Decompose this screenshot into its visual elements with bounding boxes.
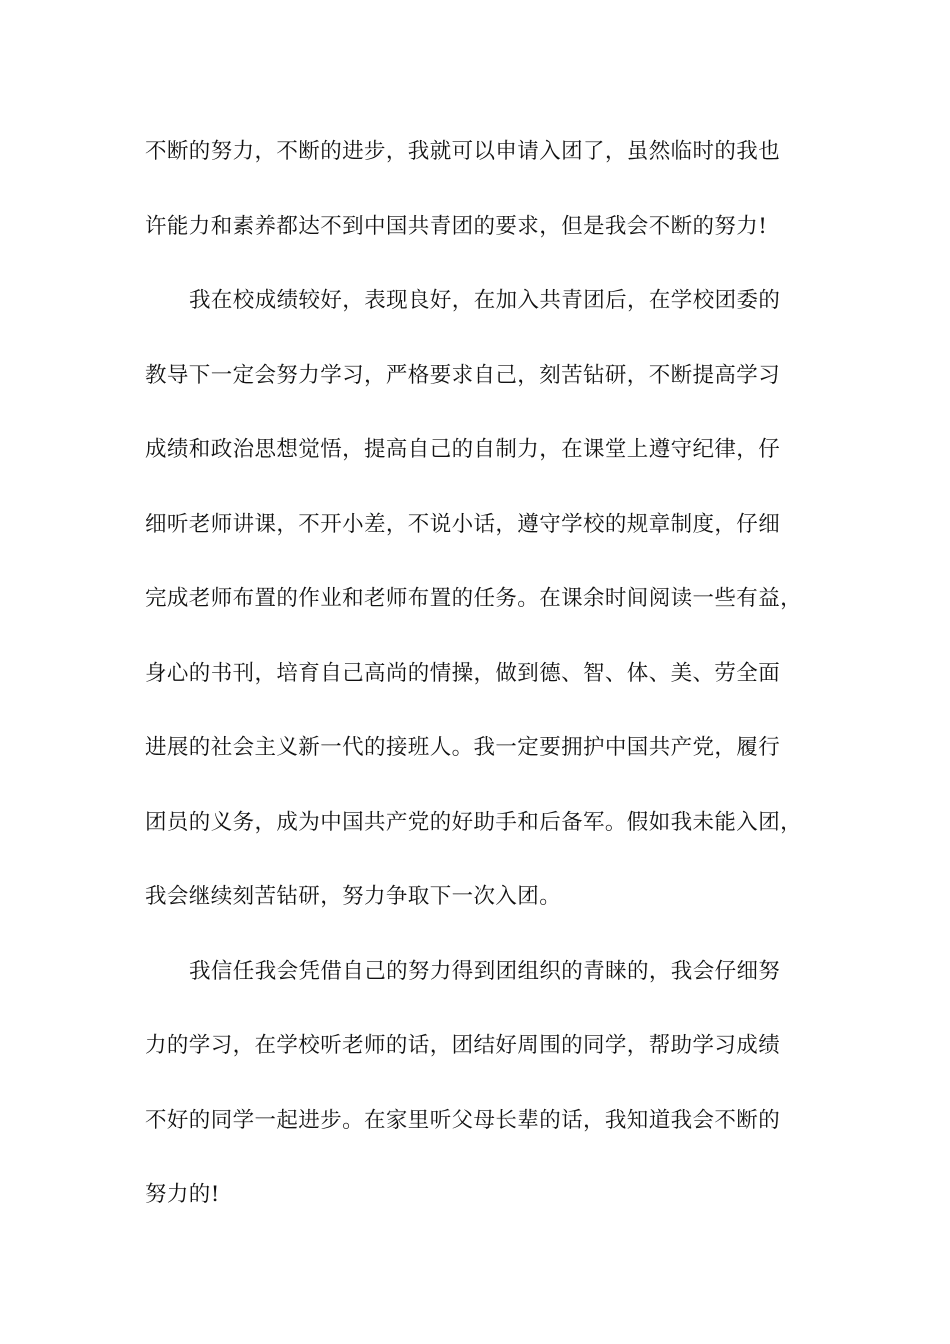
text-line: 成绩和政治思想觉悟，提高自己的自制力，在课堂上遵守纪律，仔 bbox=[145, 437, 781, 462]
text-line: 完成老师布置的作业和老师布置的任务。在课余时间阅读一些有益， bbox=[145, 586, 803, 611]
text-line: 团员的义务，成为中国共产党的好助手和后备军。假如我未能入团， bbox=[145, 809, 803, 835]
text-line: 进展的社会主义新一代的接班人。我一定要拥护中国共产党，履行 bbox=[145, 735, 781, 760]
text-line: 努力的! bbox=[145, 1182, 220, 1207]
text-line: 身心的书刊，培育自己高尚的情操，做到德、智、体、美、劳全面 bbox=[145, 660, 781, 686]
body-text bbox=[145, 129, 825, 1247]
text-line: 不断的努力，不断的进步，我就可以申请入团了，虽然临时的我也 bbox=[145, 139, 781, 164]
text-line: 不好的同学一起进步。在家里听父母长辈的话，我知道我会不断的 bbox=[145, 1107, 781, 1133]
text-line: 细听老师讲课，不开小差，不说小话，遵守学校的规章制度，仔细 bbox=[145, 511, 781, 537]
text-line: 我会继续刻苦钻研，努力争取下一次入团。 bbox=[145, 884, 562, 909]
text-line: 教导下一定会努力学习，严格要求自己，刻苦钻研，不断提高学习 bbox=[145, 362, 781, 388]
paragraph-start-line: 我信任我会凭借自己的努力得到团组织的青睐的，我会仔细努 bbox=[189, 958, 781, 984]
text-line: 许能力和素养都达不到中国共青团的要求，但是我会不断的努力! bbox=[145, 213, 768, 239]
paragraph-start-line: 我在校成绩较好，表现良好，在加入共青团后，在学校团委的 bbox=[189, 288, 781, 313]
text-line: 力的学习，在学校听老师的话，团结好周围的同学，帮助学习成绩 bbox=[145, 1033, 781, 1058]
